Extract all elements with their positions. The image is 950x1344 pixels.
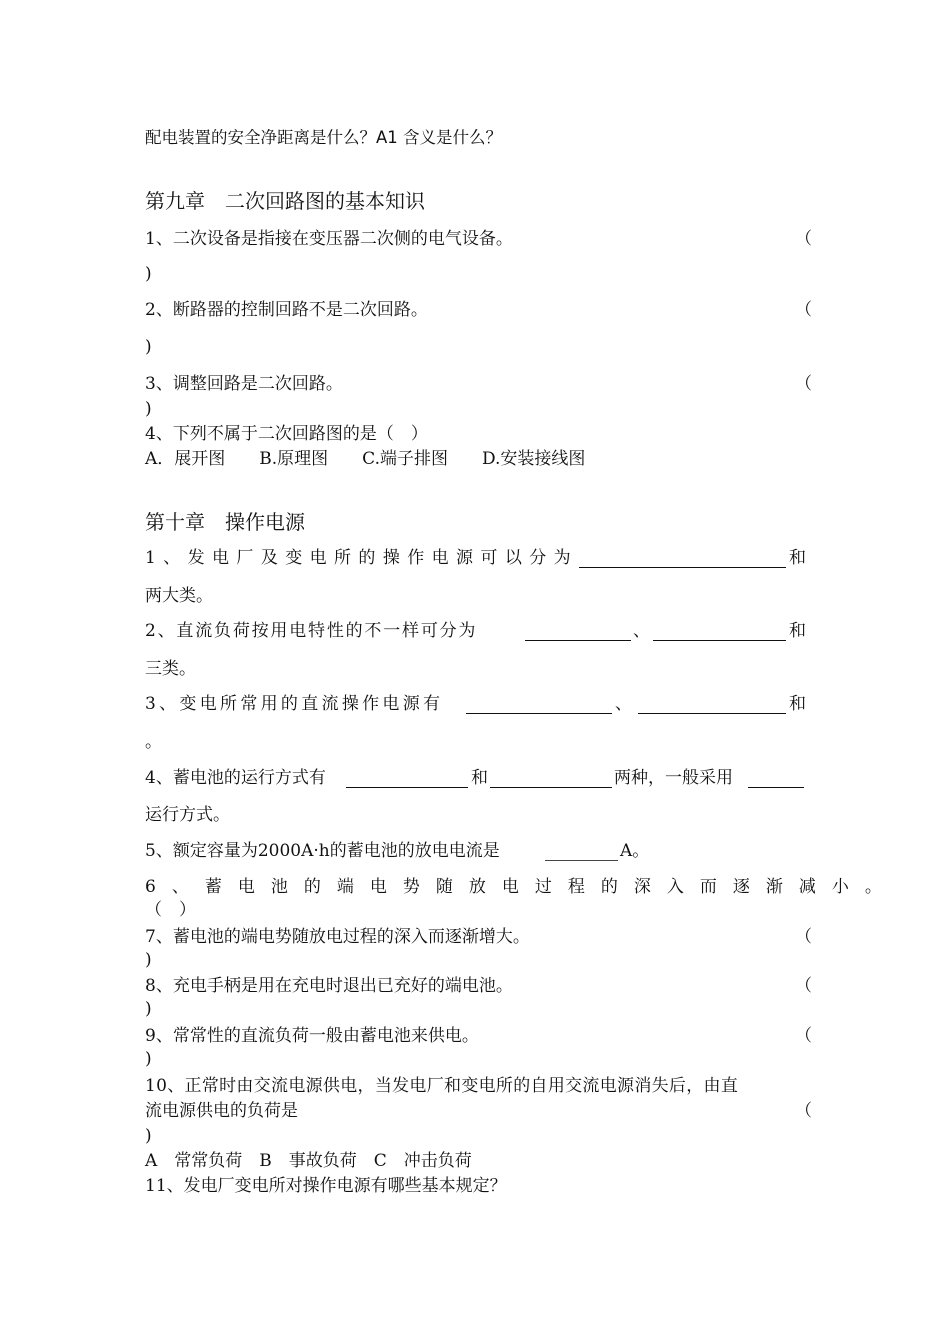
ch10-q10-line2: 流电源供电的负荷是	[145, 1101, 298, 1121]
ch9-q2: 2、断路器的控制回路不是二次回路。	[145, 300, 428, 320]
ch10-q8-close-paren: )	[145, 999, 152, 1019]
ch10-q11: 11、发电厂变电所对操作电源有哪些基本规定？	[145, 1176, 507, 1196]
ch10-q10-open-paren: （	[795, 1101, 812, 1121]
chapter10-title: 第十章 操作电源	[145, 510, 305, 534]
ch9-q2-open-paren: （	[795, 300, 812, 320]
ch10-q3-mid: 、	[615, 694, 632, 714]
ch9-q2-close-paren: )	[145, 337, 152, 357]
ch10-q1-end: 和	[789, 548, 806, 568]
ch10-q2-end: 和	[789, 621, 806, 641]
ch10-q10-line1: 10、正常时由交流电源供电，当发电厂和变电所的自用交流电源消失后，由直	[145, 1076, 739, 1096]
ch10-q7-close-paren: )	[145, 950, 152, 970]
ch10-q1-cont: 两大类。	[145, 586, 213, 606]
ch9-q4: 4、下列不属于二次回路图的是（ ）	[145, 424, 428, 444]
ch10-q2-text: 2、直流负荷按用电特性的不一样可分为	[145, 621, 478, 641]
ch9-q3-open-paren: （	[795, 374, 812, 394]
ch10-q2-cont: 三类。	[145, 659, 196, 679]
ch9-q3-close-paren: )	[145, 399, 152, 419]
ch9-q3: 3、调整回路是二次回路。	[145, 374, 343, 394]
ch10-q6: 6、蓄电池的端电势随放电过程的深入而逐渐减小。	[145, 877, 898, 897]
ch10-q5-end: A。	[620, 841, 650, 861]
ch10-q1-text: 1、发电厂及变电所的操作电源可以分为	[145, 548, 579, 568]
ch9-q1-close-paren: )	[145, 264, 152, 284]
ch10-q3-blank-2	[638, 713, 786, 714]
ch10-q9-close-paren: )	[145, 1049, 152, 1069]
ch9-q1-open-paren: （	[795, 229, 812, 249]
ch10-q5-text: 5、额定容量为2000A·h的蓄电池的放电电流是	[145, 841, 500, 861]
ch10-q4-cont: 运行方式。	[145, 805, 230, 825]
ch10-q8: 8、充电手柄是用在充电时退出已充好的端电池。	[145, 976, 513, 996]
intro-question: 配电装置的安全净距离是什么？A1 含义是什么？	[145, 128, 503, 147]
ch10-q10-options: A 常常负荷 B 事故负荷 C 冲击负荷	[145, 1151, 472, 1171]
ch10-q7-open-paren: （	[795, 927, 812, 947]
ch10-q9: 9、常常性的直流负荷一般由蓄电池来供电。	[145, 1026, 479, 1046]
ch10-q8-open-paren: （	[795, 976, 812, 996]
ch10-q6-paren: （ ）	[145, 900, 196, 920]
ch10-q7: 7、蓄电池的端电势随放电过程的深入而逐渐增大。	[145, 927, 530, 947]
ch10-q10-close-paren: )	[145, 1126, 152, 1146]
ch10-q2-mid: 、	[633, 621, 650, 641]
ch10-q3-text: 3、变电所常用的直流操作电源有	[145, 694, 444, 714]
ch10-q5-blank	[545, 860, 618, 861]
ch10-q3-blank-1	[466, 713, 612, 714]
ch9-q1: 1、二次设备是指接在变压器二次侧的电气设备。	[145, 229, 513, 249]
ch10-q1-blank-1	[579, 567, 786, 568]
ch10-q4-mid2: 两种，一般采用	[614, 768, 733, 788]
ch10-q4-mid1: 和	[471, 768, 488, 788]
ch10-q4-blank-3	[748, 787, 804, 788]
chapter9-title: 第九章 二次回路图的基本知识	[145, 189, 425, 213]
ch10-q9-open-paren: （	[795, 1026, 812, 1046]
ch10-q4-blank-1	[346, 787, 468, 788]
ch10-q3-cont: 。	[145, 732, 162, 752]
ch9-q4-options: A．展开图 B.原理图 C.端子排图 D.安装接线图	[145, 449, 586, 469]
ch10-q3-end: 和	[789, 694, 806, 714]
ch10-q2-blank-1	[525, 640, 631, 641]
ch10-q2-blank-2	[653, 640, 786, 641]
ch10-q4-blank-2	[490, 787, 612, 788]
ch10-q4-text: 4、蓄电池的运行方式有	[145, 768, 326, 788]
